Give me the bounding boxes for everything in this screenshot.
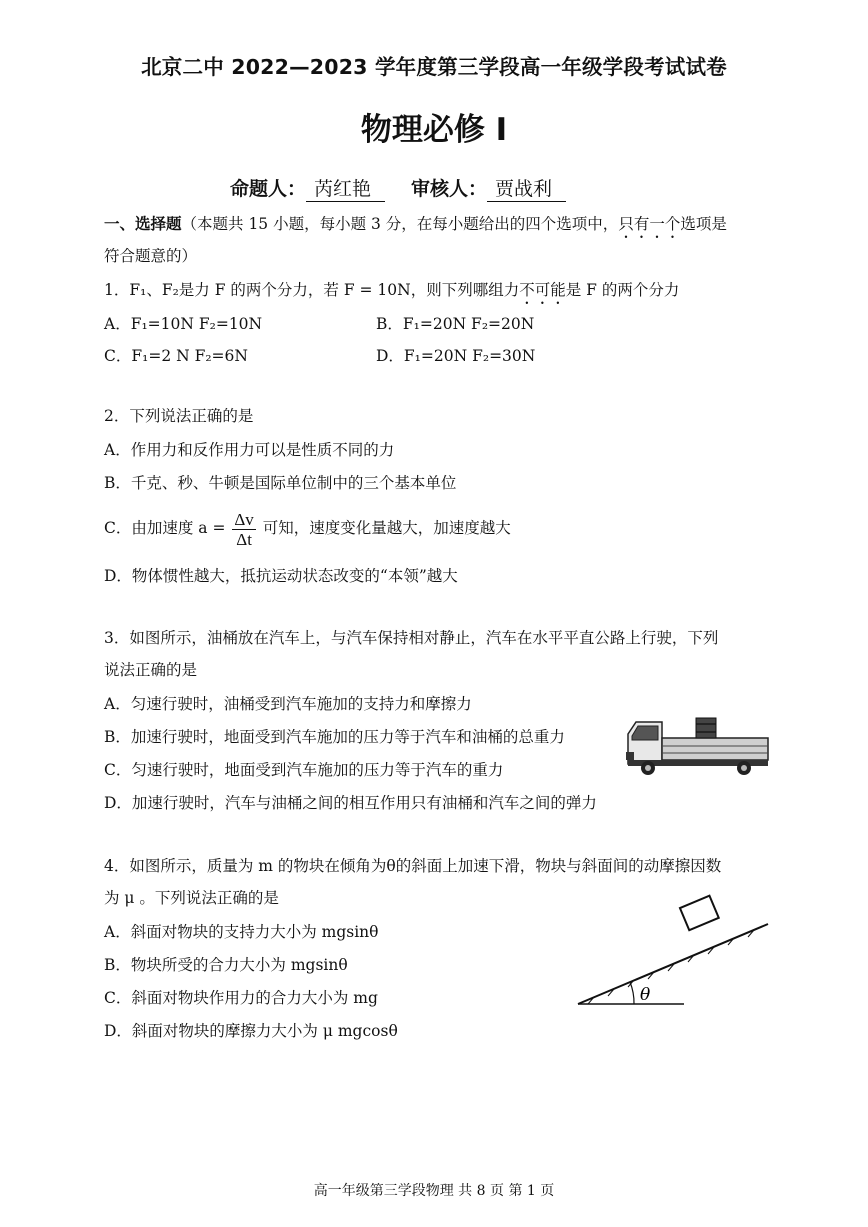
reviewer-label: 审核人： <box>411 178 488 200</box>
q3-option-d: D．加速行驶时，汽车与油桶之间的相互作用只有油桶和汽车之间的弹力 <box>104 794 597 812</box>
q4-option-c: C．斜面对物块作用力的合力大小为 mg <box>104 989 378 1007</box>
section-desc-2: 选项是 <box>680 215 727 233</box>
q2-option-c <box>104 506 511 550</box>
q3-stem-2: 说法正确的是 <box>104 661 198 679</box>
q2-option-c-post: 可知，速度变化量越大，加速度越大 <box>257 519 511 537</box>
author-name: 芮红艳 <box>306 174 385 202</box>
q2-stem: 2．下列说法正确的是 <box>104 407 254 425</box>
q3-option-a: A．匀速行驶时，油桶受到汽车施加的支持力和摩擦力 <box>104 695 472 713</box>
section-heading-line <box>104 214 727 242</box>
q4-option-b: B．物块所受的合力大小为 mgsinθ <box>104 956 348 974</box>
q2-option-b: B．千克、秒、牛顿是国际单位制中的三个基本单位 <box>104 474 457 492</box>
page-footer: 高一年级第三学段物理 共 8 页 第 1 页 <box>313 1183 555 1199</box>
acceleration-fraction <box>232 510 255 549</box>
author-label: 命题人： <box>230 178 307 200</box>
q1-option-d: D．F₁=20N F₂=30N <box>376 347 536 365</box>
q4-stem-1: 4．如图所示，质量为 m 的物块在倾角为θ的斜面上加速下滑，物块与斜面间的动摩擦因数 <box>104 857 722 875</box>
section-desc-3: 符合题意的） <box>104 247 198 265</box>
q4-option-a: A．斜面对物块的支持力大小为 mgsinθ <box>104 923 379 941</box>
section-heading: 一、选择题 <box>104 215 182 233</box>
q3-option-c: C．匀速行驶时，地面受到汽车施加的压力等于汽车的重力 <box>104 761 504 779</box>
angle-label: θ <box>640 985 651 1005</box>
q1-option-c: C．F₁=2 N F₂=6N <box>104 347 248 365</box>
q1-stem-emph: 不可能 <box>519 281 566 299</box>
q2-option-d: D．物体惯性越大，抵抗运动状态改变的“本领”越大 <box>104 567 458 585</box>
fraction-denominator: Δt <box>236 529 252 549</box>
author-line <box>230 174 566 202</box>
q1-stem-2: 是 F 的两个分力 <box>565 281 680 299</box>
reviewer-name: 贾战利 <box>487 174 566 202</box>
q1-option-b: B．F₁=20N F₂=20N <box>376 315 535 333</box>
q3-option-b: B．加速行驶时，地面受到汽车施加的压力等于汽车和油桶的总重力 <box>104 728 565 746</box>
q1-stem <box>104 280 679 308</box>
q4-stem-2: 为 μ 。下列说法正确的是 <box>104 889 279 907</box>
truck-figure <box>622 712 772 776</box>
q2-option-c-pre: C．由加速度 a = <box>104 519 231 537</box>
section-desc-emph: 只有一个 <box>618 215 681 233</box>
q4-option-d: D．斜面对物块的摩擦力大小为 μ mgcosθ <box>104 1022 398 1040</box>
exam-title: 北京二中 2022—2023 学年度第三学段高一年级学段考试试卷 <box>141 55 727 79</box>
q1-option-a: A．F₁=10N F₂=10N <box>104 315 263 333</box>
subject-title: 物理必修 I <box>360 112 508 148</box>
q2-option-a: A．作用力和反作用力可以是性质不同的力 <box>104 441 395 459</box>
incline-figure <box>574 892 774 1010</box>
fraction-numerator: Δv <box>234 509 254 529</box>
section-desc-1: （本题共 15 小题，每小题 3 分，在每小题给出的四个选项中， <box>181 215 619 233</box>
q1-stem-1: 1．F₁、F₂是力 F 的两个分力，若 F = 10N，则下列哪组力 <box>104 281 520 299</box>
q3-stem-1: 3．如图所示，油桶放在汽车上，与汽车保持相对静止，汽车在水平平直公路上行驶，下列 <box>104 629 719 647</box>
